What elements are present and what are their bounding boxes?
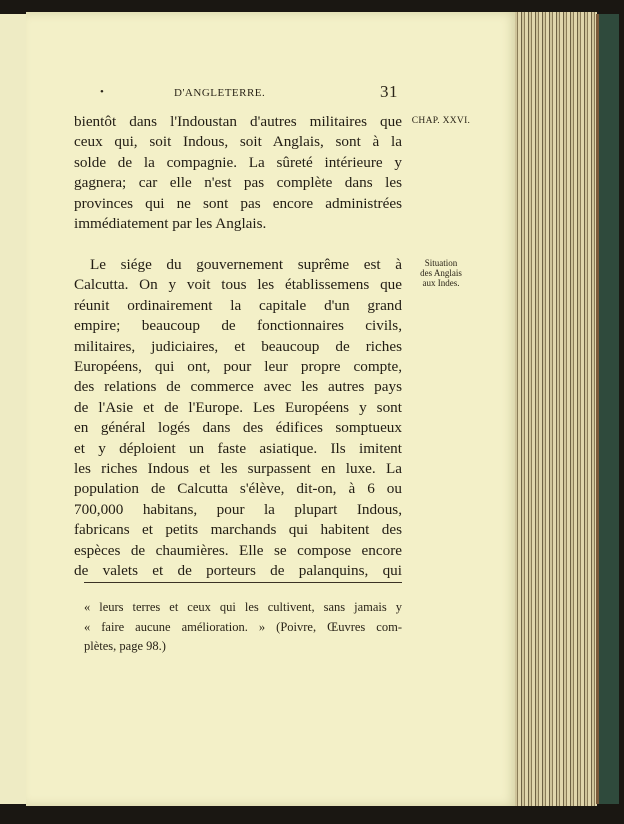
facing-page-edge [0, 14, 28, 804]
text-line: de valets et de porteurs de palanquins, qui [74, 562, 402, 580]
text-line: et y déploient un faste asiatique. Ils imitent [74, 439, 402, 457]
header-ornament: • [100, 86, 105, 98]
footnote-line: plètes, page 98.) [84, 639, 166, 653]
text-line: Européens, qui ont, pour leur propre compte, [74, 358, 402, 376]
text-line: ceux qui, soit Indous, soit Anglais, sont à la [74, 133, 402, 151]
text-line: gagnera; car elle n'est pas complète dans les [74, 174, 402, 192]
text-line: 700,000 habitans, pour la plupart Indous, [74, 500, 402, 518]
running-header [78, 82, 398, 106]
paragraph-2 [74, 255, 402, 582]
text-line: fabricans et petits marchands qui habitent des [74, 521, 402, 539]
text-line: espèces de chaumières. Elle se compose encore [74, 541, 402, 559]
text-line: en général logés dans des édifices somptueux [74, 419, 402, 437]
footnote-line: « faire aucune amélioration. » (Poivre, Œuvres com- [84, 619, 402, 634]
footnote-line: « leurs terres et ceux qui les cultivent, sans jamais y [84, 600, 402, 614]
text-line: provinces qui ne sont pas encore administrées [74, 194, 402, 212]
footnote [84, 598, 402, 657]
text-line: Le siége du gouvernement suprême est à [90, 256, 402, 273]
text-line: solde de la compagnie. La sûreté intérieure y [74, 153, 402, 171]
sidenote [410, 258, 472, 288]
text-line: des relations de commerce avec les autres pays [74, 378, 402, 396]
text-line: Calcutta. On y voit tous les établissemens que [74, 276, 402, 294]
running-title: D'ANGLETERRE. [174, 87, 266, 99]
footnote-rule [84, 582, 402, 583]
sidenote-line: aux Indes. [422, 278, 460, 288]
paragraph-1 [74, 112, 402, 234]
text-line: population de Calcutta s'élève, dit-on, à 6 ou [74, 480, 402, 498]
sidenote-line: des Anglais [420, 268, 462, 278]
text-line: immédiatement par les Anglais. [74, 215, 267, 233]
chapter-note: CHAP. XXVI. [411, 116, 471, 126]
text-line: bientôt dans l'Indoustan d'autres militaires que [74, 113, 402, 130]
text-line: de l'Asie et de l'Europe. Les Européens y sont [74, 398, 402, 416]
book-cover [596, 14, 619, 804]
text-line: empire; beaucoup de fonctionnaires civils, [74, 317, 402, 335]
sidenote-line: Situation [424, 258, 458, 268]
page-edges [515, 12, 597, 806]
text-line: réunit ordinairement la capitale d'un grand [74, 296, 402, 314]
text-line: militaires, judiciaires, et beaucoup de riches [74, 337, 402, 355]
text-line: les riches Indous et les surpassent en luxe. La [74, 460, 402, 478]
page-number: 31 [380, 82, 398, 101]
